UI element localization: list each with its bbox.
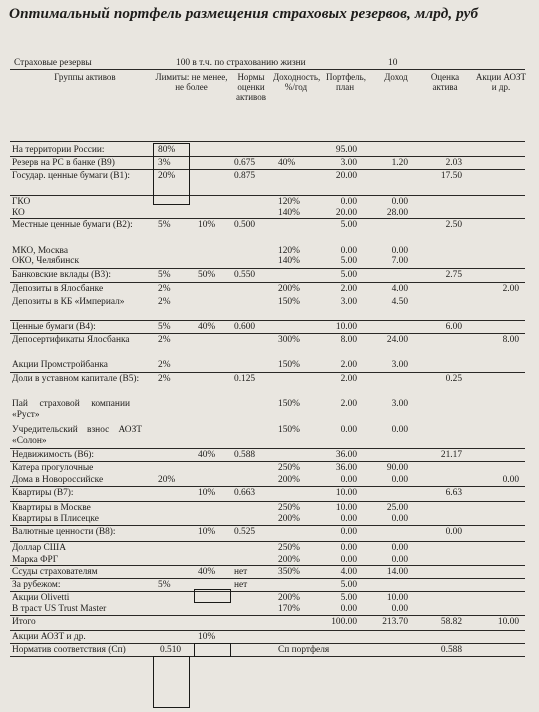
cell-income: 3.00 (391, 399, 408, 409)
cell-valuation: 2.50 (445, 220, 462, 230)
cell-portfolio: 5.00 (340, 220, 357, 230)
cell-yield: 300% (278, 335, 300, 345)
cell-norm: 0.675 (234, 158, 256, 168)
cell-lim1: 3% (158, 158, 171, 168)
cell-lim1: 0.510 (160, 645, 182, 655)
row-label: Квартиры в Плисецке (12, 514, 99, 524)
cell-portfolio: 5.00 (340, 270, 357, 280)
cell-portfolio: 0.00 (340, 604, 357, 614)
cell-portfolio: 0.00 (340, 425, 357, 435)
row-rule (10, 591, 525, 592)
row-rule (10, 333, 525, 334)
cell-yield: 150% (278, 297, 300, 307)
col-header-limits: Лимиты: не менее, не более (155, 72, 228, 93)
cell-norm: 0.500 (234, 220, 256, 230)
row-rule (10, 268, 525, 269)
page-title: Оптимальный портфель размещения страховых резервов, млрд, руб (9, 5, 479, 22)
cell-valuation: 17.50 (440, 171, 462, 181)
row-rule (10, 156, 525, 157)
cell-lim1: 2% (158, 374, 171, 384)
cell-portfolio: 5.00 (340, 593, 357, 603)
row-label: Акции Olivetti (12, 593, 70, 603)
row-rule (10, 486, 525, 487)
cell-portfolio: 2.00 (340, 374, 357, 384)
cell-income: 14.00 (386, 567, 408, 577)
row-label: Доли в уставном капитале (В5): (12, 374, 140, 384)
row-label: Доллар США (12, 543, 66, 553)
cell-valuation: 6.00 (445, 322, 462, 332)
cell-lim1: 2% (158, 360, 171, 370)
cell-lim1: 2% (158, 284, 171, 294)
cell-income: 1.20 (391, 158, 408, 168)
col-header-portfolio: Портфель, план (326, 72, 366, 93)
row-label: Катера прогулочные (12, 463, 94, 473)
cell-income: 10.00 (386, 593, 408, 603)
col-header-yield: Доходность, %/год (273, 72, 321, 93)
cell-portfolio: 0.00 (340, 514, 357, 524)
cell-yield: 200% (278, 593, 300, 603)
cell-income: 25.00 (386, 503, 408, 513)
row-rule (10, 195, 525, 196)
cell-yield: 200% (278, 514, 300, 524)
row-rule (10, 169, 525, 170)
cell-lim2: 10% (198, 220, 216, 230)
row-rule (10, 578, 525, 579)
row-rule (10, 630, 525, 631)
cell-valuation: 0.25 (445, 374, 462, 384)
cell-norm: 0.550 (234, 270, 256, 280)
row-label: В траст US Trust Master (12, 604, 107, 614)
row-label: Ссуды страхователям (12, 567, 98, 577)
cell-portfolio: 8.00 (340, 335, 357, 345)
reserves-total: 100 в т.ч. по страхованию жизни (176, 58, 306, 68)
cell-valuation: 6.63 (445, 488, 462, 498)
cell-portfolio: 2.00 (340, 399, 357, 409)
cell-portfolio: 36.00 (335, 450, 357, 460)
cell-income: 0.00 (391, 197, 408, 207)
cell-lim1: 80% (158, 145, 176, 155)
cell-income: 28.00 (386, 208, 408, 218)
cell-portfolio: 3.00 (340, 158, 357, 168)
reserves-life: 10 (388, 58, 398, 68)
cell-norm: 0.663 (234, 488, 256, 498)
header-bottom-rule (10, 141, 525, 142)
cell-yield: 150% (278, 425, 300, 435)
row-rule (10, 461, 525, 462)
normative-frame (153, 656, 190, 708)
cell-portfolio: 0.00 (340, 197, 357, 207)
row-label: Итого (12, 617, 36, 627)
row-rule (10, 372, 525, 373)
cell-income: 4.00 (391, 284, 408, 294)
cell-shares: 0.00 (502, 475, 519, 485)
table-bottom-rule (10, 656, 525, 657)
cell-lim2: 40% (198, 322, 216, 332)
cell-portfolio: 36.00 (335, 463, 357, 473)
cell-portfolio: 0.00 (340, 475, 357, 485)
cell-portfolio: 5.00 (340, 256, 357, 266)
cell-yield: 120% (278, 246, 300, 256)
cell-norm: 0.125 (234, 374, 256, 384)
col-header-valuation: Оценка актива (430, 72, 460, 93)
cell-yield: 170% (278, 604, 300, 614)
cell-lim1: 20% (158, 475, 176, 485)
row-rule (10, 525, 525, 526)
cell-lim2: 40% (198, 450, 216, 460)
cell-norm: 0.525 (234, 527, 256, 537)
row-label: Резерв на РС в банке (В9) (12, 158, 115, 168)
cell-norm: 0.588 (234, 450, 256, 460)
cell-lim1: 2% (158, 297, 171, 307)
cell-lim1: 5% (158, 322, 171, 332)
cell-portfolio: 95.00 (335, 145, 357, 155)
row-rule (10, 541, 525, 542)
row-label: Акции АОЗТ и др. (12, 632, 86, 642)
row-label: Банковские вклады (В3): (12, 270, 111, 280)
cell-lim2: 40% (198, 567, 216, 577)
cell-lim1: 2% (158, 335, 171, 345)
cell-income: 0.00 (391, 604, 408, 614)
cell-lim2: 50% (198, 270, 216, 280)
cell-portfolio: 3.00 (340, 297, 357, 307)
cell-norm: нет (234, 567, 248, 577)
row-label: Ценные бумаги (В4): (12, 322, 96, 332)
row-label: Дома в Новороссийске (12, 475, 104, 485)
cell-lim1: 5% (158, 580, 171, 590)
limit-frame-shares (194, 643, 231, 657)
col-header-groups: Группы активов (54, 72, 116, 82)
row-label: Государ. ценные бумаги (В1): (12, 171, 130, 181)
cell-lim2: 10% (198, 488, 216, 498)
cell-yield: 250% (278, 463, 300, 473)
row-label: Учредительский взнос АОЗТ «Солон» (12, 425, 142, 446)
reserves-label: Страховые резервы (14, 58, 92, 68)
limit-frame-loans (194, 589, 231, 603)
cell-income: 0.00 (391, 475, 408, 485)
cell-valuation: 58.82 (440, 617, 462, 627)
row-label: На территории России: (12, 145, 105, 155)
cell-portfolio: 2.00 (340, 360, 357, 370)
cell-portfolio: 2.00 (340, 284, 357, 294)
cell-yield: 150% (278, 399, 300, 409)
cell-yield: 200% (278, 284, 300, 294)
cell-income: 4.50 (391, 297, 408, 307)
row-label: Депосертификаты Ялосбанка (12, 335, 130, 345)
row-label: За рубежом: (12, 580, 61, 590)
cell-yield: 120% (278, 197, 300, 207)
row-label: Валютные ценности (В8): (12, 527, 116, 537)
cell-portfolio: 10.00 (335, 322, 357, 332)
row-rule (10, 565, 525, 566)
cell-valuation: 21.17 (440, 450, 462, 460)
row-label: КО (12, 208, 25, 218)
cell-income: 24.00 (386, 335, 408, 345)
cell-income: 213.70 (382, 617, 408, 627)
row-rule (10, 501, 525, 502)
row-label: Недвижимость (В6): (12, 450, 95, 460)
cell-income: 0.00 (391, 543, 408, 553)
cell-shares: 2.00 (502, 284, 519, 294)
cell-norm: 0.600 (234, 322, 256, 332)
cell-yield: 200% (278, 555, 300, 565)
row-label: Депозиты в КБ «Империал» (12, 297, 125, 307)
row-label: Местные ценные бумаги (В2): (12, 220, 133, 230)
cell-valuation: 0.00 (445, 527, 462, 537)
cell-income: 0.00 (391, 246, 408, 256)
cell-lim1: 5% (158, 220, 171, 230)
cell-income: 0.00 (391, 425, 408, 435)
row-rule (10, 448, 525, 449)
cell-income: 0.00 (391, 514, 408, 524)
cell-yield: 140% (278, 256, 300, 266)
row-rule (10, 218, 525, 219)
cell-lim2: 10% (198, 527, 216, 537)
cell-norm: нет (234, 580, 248, 590)
row-label: Норматив соответствия (Сп) (12, 645, 126, 655)
cell-lim2: 10% (198, 632, 216, 642)
cell-valuation: 2.03 (445, 158, 462, 168)
cell-shares: 10.00 (497, 617, 519, 627)
cell-yield: 200% (278, 475, 300, 485)
cell-income: 3.00 (391, 360, 408, 370)
cell-shares: 8.00 (502, 335, 519, 345)
row-label: Квартиры (В7): (12, 488, 74, 498)
cell-income: 7.00 (391, 256, 408, 266)
cell-norm: 0.875 (234, 171, 256, 181)
cell-valuation: 2.75 (445, 270, 462, 280)
row-rule (10, 615, 525, 616)
row-label: Квартиры в Москве (12, 503, 91, 513)
cell-yield: 140% (278, 208, 300, 218)
cell-portfolio: 4.00 (340, 567, 357, 577)
row-label: МКО, Москва (12, 246, 69, 256)
cell-portfolio: 100.00 (331, 617, 357, 627)
cell-yield: 350% (278, 567, 300, 577)
cell-valuation: 0.588 (440, 645, 462, 655)
row-label: ГКО (12, 197, 31, 207)
cell-portfolio: 10.00 (335, 503, 357, 513)
col-header-norms: Нормы оценки активов (236, 72, 266, 103)
cell-yield: 250% (278, 503, 300, 513)
row-label: Акции Промстройбанка (12, 360, 108, 370)
cell-income: 0.00 (391, 555, 408, 565)
cell-lim1: 5% (158, 270, 171, 280)
cell-lim1: 20% (158, 171, 176, 181)
header-top-rule (10, 69, 525, 70)
cell-portfolio: 10.00 (335, 488, 357, 498)
row-label: Пай страховой компании «Руст» (12, 399, 130, 420)
limit-frame-russia (153, 143, 190, 205)
cell-yield: Сп портфеля (278, 645, 330, 655)
row-label: ОКО, Челябинск (12, 256, 80, 266)
cell-yield: 250% (278, 543, 300, 553)
row-rule (10, 282, 525, 283)
cell-portfolio: 5.00 (340, 580, 357, 590)
cell-portfolio: 20.00 (335, 208, 357, 218)
cell-portfolio: 0.00 (340, 555, 357, 565)
cell-portfolio: 0.00 (340, 246, 357, 256)
cell-yield: 40% (278, 158, 296, 168)
cell-portfolio: 20.00 (335, 171, 357, 181)
row-rule (10, 320, 525, 321)
cell-portfolio: 0.00 (340, 543, 357, 553)
col-header-income: Доход (384, 72, 408, 82)
cell-portfolio: 0.00 (340, 527, 357, 537)
cell-income: 90.00 (386, 463, 408, 473)
cell-yield: 150% (278, 360, 300, 370)
col-header-shares: Акции АОЗТ и др. (475, 72, 527, 93)
row-rule (10, 643, 525, 644)
row-label: Марка ФРГ (12, 555, 59, 565)
row-label: Депозиты в Ялосбанке (12, 284, 104, 294)
